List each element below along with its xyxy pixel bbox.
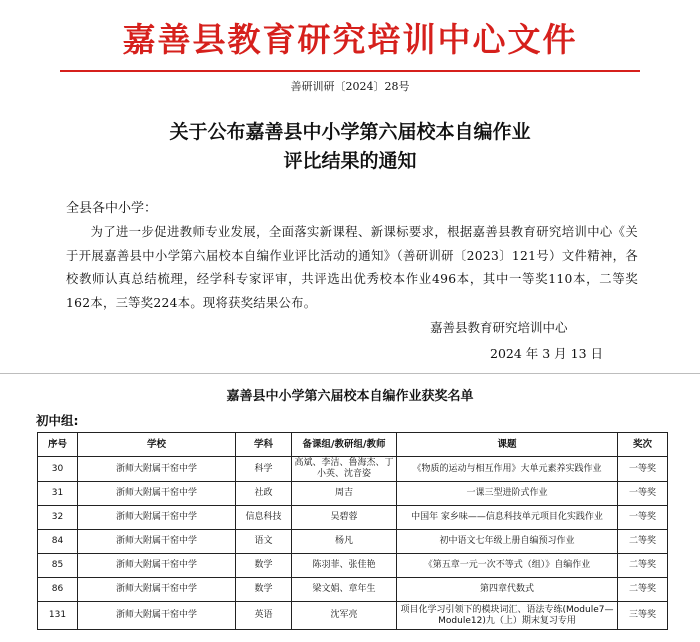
cell-subject: 数学 <box>236 554 292 578</box>
cell-school: 浙师大附属干窑中学 <box>78 578 236 602</box>
header-topic: 课题 <box>397 433 618 457</box>
signature-date: 2024 年 3 月 13 日 <box>490 346 604 361</box>
table-row <box>38 578 668 602</box>
award-list-title: 嘉善县中小学第六届校本自编作业获奖名单 <box>226 389 474 404</box>
cell-team: 吴碧蓉 <box>292 506 397 530</box>
cell-index: 85 <box>38 554 78 578</box>
cell-index: 30 <box>38 457 78 482</box>
table-row <box>38 602 668 630</box>
cell-index: 86 <box>38 578 78 602</box>
cell-index: 131 <box>38 602 78 630</box>
cell-team: 杨凡 <box>292 530 397 554</box>
notice-title <box>0 118 700 176</box>
cell-award: 三等奖 <box>618 602 668 630</box>
header-school: 学校 <box>78 433 236 457</box>
document-number: 善研训研〔2024〕28号 <box>290 80 410 93</box>
cell-team: 陈羽菲、张佳艳 <box>292 554 397 578</box>
table-row <box>38 506 668 530</box>
cell-school: 浙师大附属干窑中学 <box>78 457 236 482</box>
salutation: 全县各中小学： <box>66 201 158 216</box>
notice-title-line2: 评比结果的通知 <box>283 150 417 172</box>
cell-award: 一等奖 <box>618 506 668 530</box>
cell-team: 高斌、李洁、鲁海杰、丁小英、沈音姿 <box>292 457 397 482</box>
cell-subject: 科学 <box>236 457 292 482</box>
table-header-row <box>38 433 668 457</box>
document-masthead: 嘉善县教育研究培训中心文件 <box>122 20 578 59</box>
cell-school: 浙师大附属干窑中学 <box>78 506 236 530</box>
cell-school: 浙师大附属干窑中学 <box>78 530 236 554</box>
cell-school: 浙师大附属干窑中学 <box>78 602 236 630</box>
page-break-divider <box>0 373 700 374</box>
cell-topic: 初中语文七年级上册自编预习作业 <box>397 530 618 554</box>
cell-award: 二等奖 <box>618 554 668 578</box>
cell-team: 梁文娟、章年生 <box>292 578 397 602</box>
header-award: 奖次 <box>618 433 668 457</box>
header-team: 备课组/教研组/教师 <box>292 433 397 457</box>
notice-title-line1: 关于公布嘉善县中小学第六届校本自编作业 <box>169 121 531 143</box>
table-row <box>38 530 668 554</box>
cell-award: 二等奖 <box>618 530 668 554</box>
cell-subject: 英语 <box>236 602 292 630</box>
cell-subject: 语文 <box>236 530 292 554</box>
table-row <box>38 457 668 482</box>
cell-award: 二等奖 <box>618 578 668 602</box>
cell-award: 一等奖 <box>618 482 668 506</box>
cell-team: 周吉 <box>292 482 397 506</box>
cell-subject: 信息科技 <box>236 506 292 530</box>
cell-index: 84 <box>38 530 78 554</box>
signature-org: 嘉善县教育研究培训中心 <box>430 320 568 335</box>
cell-school: 浙师大附属干窑中学 <box>78 482 236 506</box>
cell-index: 32 <box>38 506 78 530</box>
section-label: 初中组: <box>36 413 79 428</box>
cell-topic: 中国年 家乡味——信息科技单元项目化实践作业 <box>397 506 618 530</box>
cell-team: 沈军亮 <box>292 602 397 630</box>
cell-subject: 数学 <box>236 578 292 602</box>
notice-body: 为了进一步促进教师专业发展，全面落实新课程、新课标要求，根据嘉善县教育研究培训中心《关于开展嘉善县中小学第六届校本自编作业评比活动的通知》（善研训研〔2023〕121号）文件精神，各校教师认真总结梳理，经学科专家评审，共评选出优秀校本作业496本，其中一等奖110本，二等奖162本，三等奖224本。现将获奖结果公布。 <box>66 225 638 310</box>
table-row <box>38 482 668 506</box>
cell-index: 31 <box>38 482 78 506</box>
cell-topic: 一课三型进阶式作业 <box>397 482 618 506</box>
cell-school: 浙师大附属干窑中学 <box>78 554 236 578</box>
cell-subject: 社政 <box>236 482 292 506</box>
cell-topic: 《物质的运动与相互作用》大单元素养实践作业 <box>397 457 618 482</box>
masthead-divider <box>60 70 640 72</box>
table-row <box>38 554 668 578</box>
header-index: 序号 <box>38 433 78 457</box>
cell-topic: 《第五章一元一次不等式（组）》自编作业 <box>397 554 618 578</box>
header-subject: 学科 <box>236 433 292 457</box>
cell-award: 一等奖 <box>618 457 668 482</box>
cell-topic: 第四章代数式 <box>397 578 618 602</box>
award-table <box>37 432 668 630</box>
cell-topic: 项目化学习引领下的模块词汇、语法专练(Module7—Module12)九（上）期末复习专用 <box>397 602 618 630</box>
